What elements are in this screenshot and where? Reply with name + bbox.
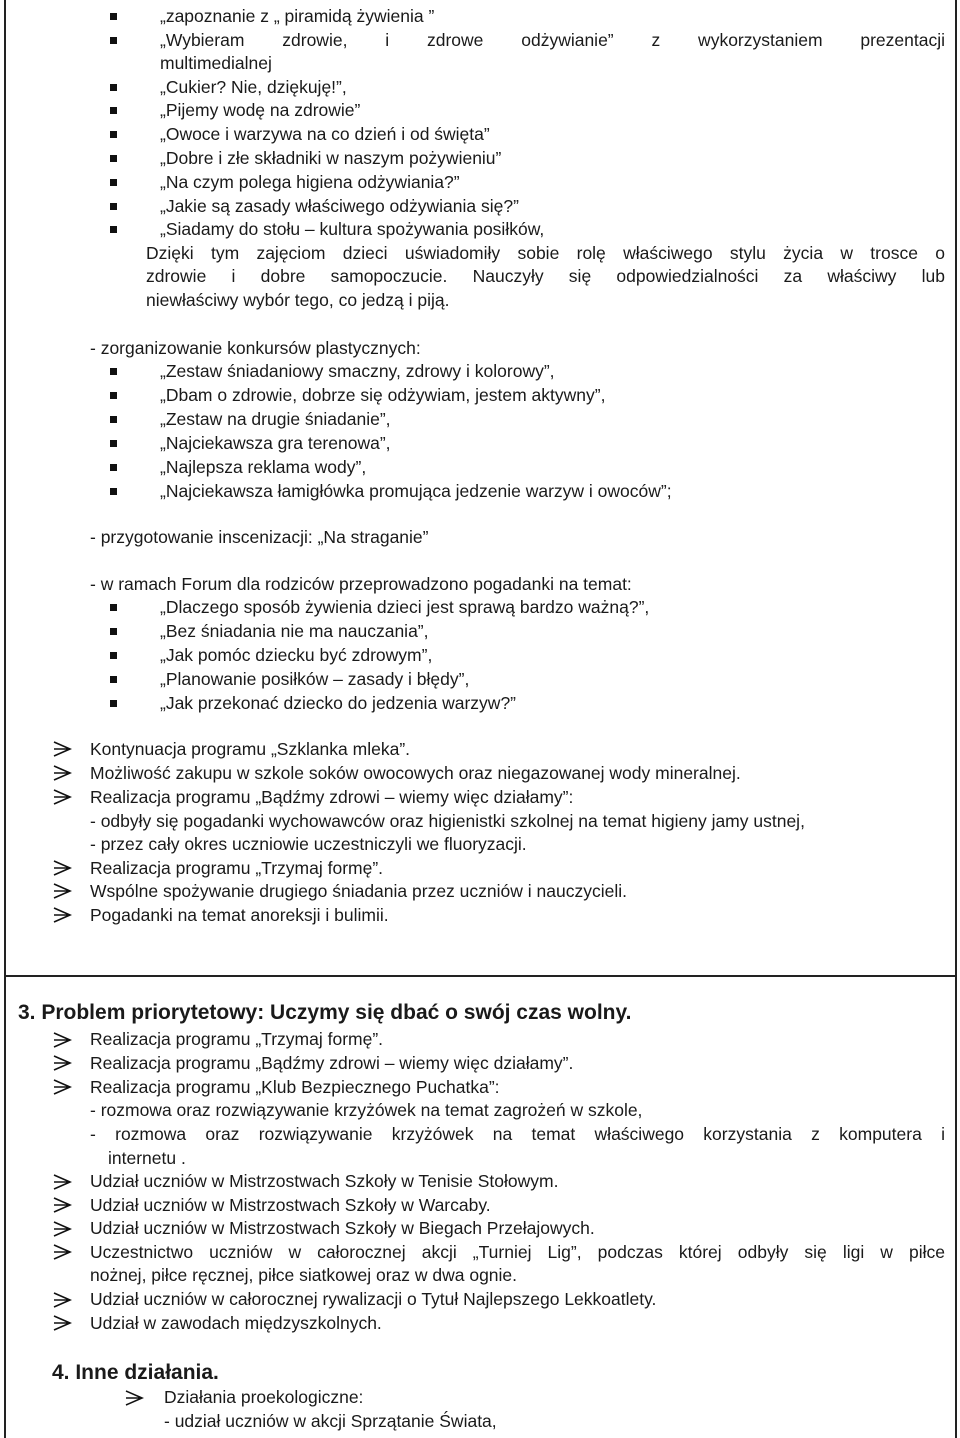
activity-item: Realizacja programu „Klub Bezpiecznego Puchatka”: bbox=[90, 1077, 500, 1097]
program-item: Realizacja programu „Bądźmy zdrowi – wiemy więc działamy”: bbox=[90, 787, 574, 807]
square-bullet-icon bbox=[110, 155, 117, 162]
activity-item: Udział uczniów w całorocznej rywalizacji o Tytuł Najlepszego Lekkoatlety. bbox=[90, 1289, 657, 1309]
square-bullet-icon bbox=[110, 13, 117, 20]
arrow-bullet-icon bbox=[52, 1031, 74, 1049]
contests-header: - zorganizowanie konkursów plastycznych: bbox=[90, 338, 421, 358]
square-bullet-icon bbox=[110, 37, 117, 44]
list-item: „Dlaczego sposób żywienia dzieci jest sprawą bardzo ważną?”, bbox=[160, 597, 650, 617]
arrow-bullet-icon bbox=[52, 1243, 74, 1261]
square-bullet-icon bbox=[110, 488, 117, 495]
activity-item: Realizacja programu „Trzymaj formę”. bbox=[90, 1029, 384, 1049]
arrow-bullet-icon bbox=[52, 859, 74, 877]
list-item: „Dbam o zdrowie, dobrze się odżywiam, jestem aktywny”, bbox=[160, 385, 606, 405]
list-item: „Jakie są zasady właściwego odżywiania się?” bbox=[160, 196, 519, 216]
arrow-bullet-icon bbox=[52, 906, 74, 924]
summary-paragraph-line: niewłaściwy wybór tego, co jedzą i piją. bbox=[146, 290, 450, 310]
square-bullet-icon bbox=[110, 107, 117, 114]
arrow-bullet-icon bbox=[52, 764, 74, 782]
program-item: Pogadanki na temat anoreksji i bulimii. bbox=[90, 905, 389, 925]
frame-bottom-border bbox=[4, 975, 957, 977]
square-bullet-icon bbox=[110, 368, 117, 375]
staging-line: - przygotowanie inscenizacji: „Na straganie” bbox=[90, 527, 429, 547]
activity-item: Działania proekologiczne: bbox=[164, 1387, 364, 1407]
square-bullet-icon bbox=[110, 652, 117, 659]
arrow-bullet-icon bbox=[124, 1389, 146, 1407]
square-bullet-icon bbox=[110, 676, 117, 683]
section-heading: 4. Inne działania. bbox=[52, 1361, 219, 1384]
arrow-bullet-icon bbox=[52, 1291, 74, 1309]
activity-item-continuation: nożnej, piłce ręcznej, piłce siatkowej oraz w dwa ognie. bbox=[90, 1265, 518, 1285]
list-item: „Pijemy wodę na zdrowie” bbox=[160, 100, 361, 120]
program-subitem: - odbyły się pogadanki wychowawców oraz higienistki szkolnej na temat higieny jamy ustnej, bbox=[90, 811, 805, 831]
arrow-bullet-icon bbox=[52, 1173, 74, 1191]
square-bullet-icon bbox=[110, 628, 117, 635]
activity-subitem: - rozmowa oraz rozwiązywanie krzyżówek na temat zagrożeń w szkole, bbox=[90, 1100, 643, 1120]
activity-item: Udział uczniów w Mistrzostwach Szkoły w Warcaby. bbox=[90, 1195, 491, 1215]
activity-subitem: - udział uczniów w akcji Sprzątanie Świata, bbox=[164, 1411, 497, 1431]
activity-item: Uczestnictwo uczniów w całorocznej akcji „Turniej Lig”, podczas której odbyły się ligi w piłce bbox=[90, 1242, 945, 1262]
list-item: „Siadamy do stołu – kultura spożywania posiłków, bbox=[160, 219, 545, 239]
square-bullet-icon bbox=[110, 416, 117, 423]
list-item: „Wybieram zdrowie, i zdrowe odżywianie” z wykorzystaniem prezentacji bbox=[160, 30, 945, 50]
summary-paragraph-line: zdrowie i dobre samopoczucie. Nauczyły się odpowiedzialności za właściwy lub bbox=[146, 266, 945, 286]
square-bullet-icon bbox=[110, 84, 117, 91]
summary-paragraph-line: Dzięki tym zajęciom dzieci uświadomiły sobie rolę właściwego stylu życia w trosce o bbox=[146, 243, 945, 263]
list-item: „Zestaw śniadaniowy smaczny, zdrowy i kolorowy”, bbox=[160, 361, 555, 381]
list-item: „Cukier? Nie, dziękuję!”, bbox=[160, 77, 347, 97]
list-item: „zapoznanie z „ piramidą żywienia ” bbox=[160, 6, 435, 26]
square-bullet-icon bbox=[110, 700, 117, 707]
program-subitem: - przez cały okres uczniowie uczestniczyli we fluoryzacji. bbox=[90, 834, 527, 854]
list-item: „Najlepsza reklama wody”, bbox=[160, 457, 367, 477]
list-item: „Na czym polega higiena odżywiania?” bbox=[160, 172, 460, 192]
square-bullet-icon bbox=[110, 464, 117, 471]
square-bullet-icon bbox=[110, 392, 117, 399]
forum-header: - w ramach Forum dla rodziców przeprowadzono pogadanki na temat: bbox=[90, 574, 632, 594]
list-item: „Bez śniadania nie ma nauczania”, bbox=[160, 621, 429, 641]
list-item: „Owoce i warzywa na co dzień i od święta” bbox=[160, 124, 490, 144]
list-item: „Planowanie posiłków – zasady i błędy”, bbox=[160, 669, 470, 689]
arrow-bullet-icon bbox=[52, 1314, 74, 1332]
frame-left-border bbox=[4, 0, 6, 1438]
activity-item: Udział w zawodach międzyszkolnych. bbox=[90, 1313, 382, 1333]
list-item-continuation: multimedialnej bbox=[160, 53, 272, 73]
arrow-bullet-icon bbox=[52, 882, 74, 900]
arrow-bullet-icon bbox=[52, 788, 74, 806]
list-item: „Dobre i złe składniki w naszym pożywieniu” bbox=[160, 148, 502, 168]
program-item: Kontynuacja programu „Szklanka mleka”. bbox=[90, 739, 411, 759]
square-bullet-icon bbox=[110, 179, 117, 186]
arrow-bullet-icon bbox=[52, 1196, 74, 1214]
list-item: „Jak pomóc dziecku być zdrowym”, bbox=[160, 645, 433, 665]
arrow-bullet-icon bbox=[52, 740, 74, 758]
arrow-bullet-icon bbox=[52, 1078, 74, 1096]
activity-subitem-continuation: internetu . bbox=[108, 1148, 186, 1168]
activity-item: Realizacja programu „Bądźmy zdrowi – wiemy więc działamy”. bbox=[90, 1053, 574, 1073]
program-item: Możliwość zakupu w szkole soków owocowych oraz niegazowanej wody mineralnej. bbox=[90, 763, 741, 783]
square-bullet-icon bbox=[110, 131, 117, 138]
program-item: Wspólne spożywanie drugiego śniadania przez uczniów i nauczycieli. bbox=[90, 881, 627, 901]
list-item: „Najciekawsza łamigłówka promująca jedzenie warzyw i owoców”; bbox=[160, 481, 672, 501]
activity-item: Udział uczniów w Mistrzostwach Szkoły w Tenisie Stołowym. bbox=[90, 1171, 559, 1191]
section-heading: 3. Problem priorytetowy: Uczymy się dbać o swój czas wolny. bbox=[18, 1001, 632, 1024]
square-bullet-icon bbox=[110, 203, 117, 210]
square-bullet-icon bbox=[110, 604, 117, 611]
list-item: „Zestaw na drugie śniadanie”, bbox=[160, 409, 391, 429]
arrow-bullet-icon bbox=[52, 1220, 74, 1238]
program-item: Realizacja programu „Trzymaj formę”. bbox=[90, 858, 384, 878]
square-bullet-icon bbox=[110, 440, 117, 447]
activity-item: Udział uczniów w Mistrzostwach Szkoły w Biegach Przełajowych. bbox=[90, 1218, 595, 1238]
square-bullet-icon bbox=[110, 226, 117, 233]
list-item: „Najciekawsza gra terenowa”, bbox=[160, 433, 391, 453]
list-item: „Jak przekonać dziecko do jedzenia warzyw?” bbox=[160, 693, 516, 713]
activity-subitem: - rozmowa oraz rozwiązywanie krzyżówek na temat właściwego korzystania z komputera i bbox=[90, 1124, 945, 1144]
arrow-bullet-icon bbox=[52, 1054, 74, 1072]
frame-right-border bbox=[955, 0, 957, 1438]
